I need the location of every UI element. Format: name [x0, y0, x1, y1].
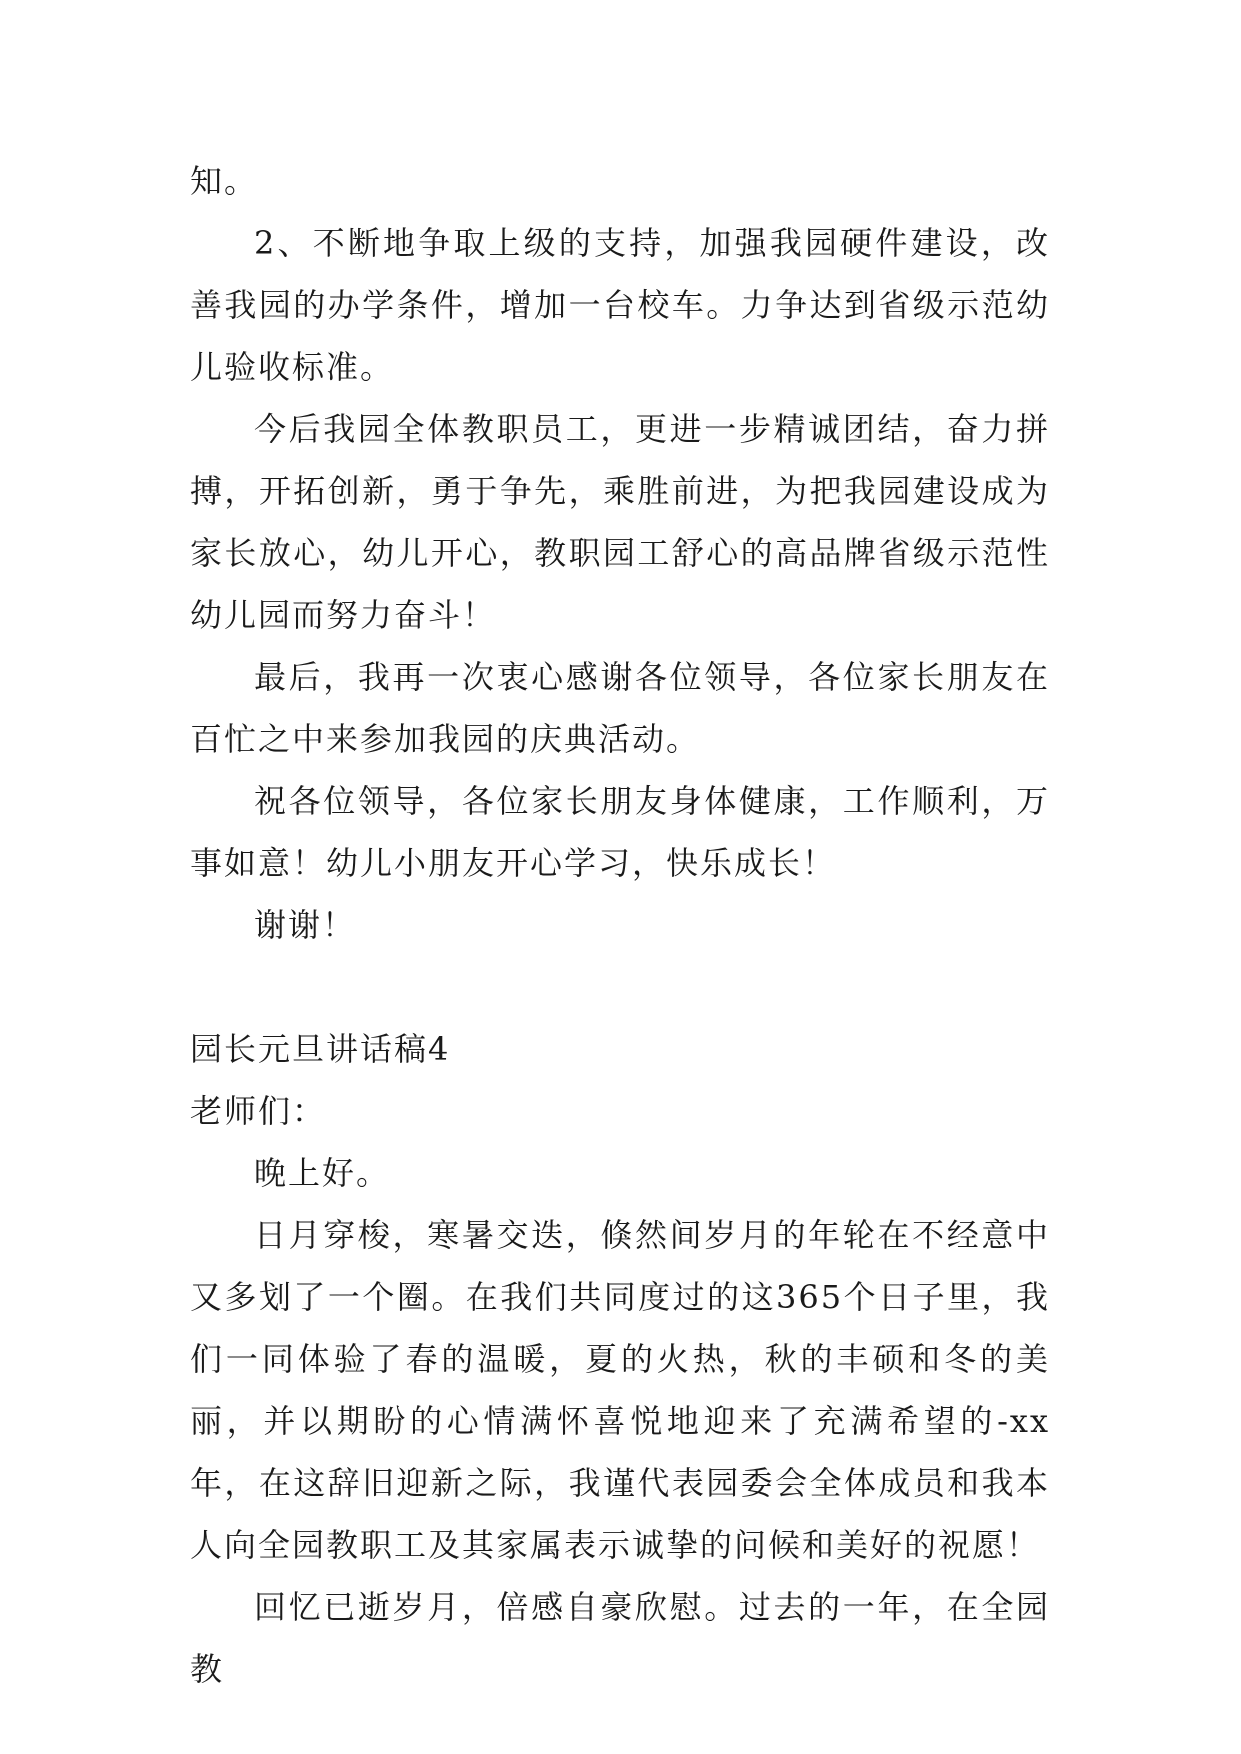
paragraph-3: 今后我园全体教职员工，更进一步精诚团结，奋力拼搏，开拓创新，勇于争先，乘胜前进，为把我园建设成为家长放心，幼儿开心，教职园工舒心的高品牌省级示范性幼儿园而努力奋斗！	[190, 410, 1050, 634]
salutation: 老师们：	[190, 1092, 327, 1130]
paragraph-4: 最后，我再一次衷心感谢各位领导，各位家长朋友在百忙之中来参加我园的庆典活动。	[190, 658, 1050, 758]
document-page	[190, 150, 1050, 1700]
paragraph-5: 祝各位领导，各位家长朋友身体健康，工作顺利，万事如意！幼儿小朋友开心学习，快乐成长！	[190, 782, 1050, 882]
paragraph-2: 2、不断地争取上级的支持，加强我园硬件建设，改善我园的办学条件，增加一台校车。力争达到省级示范幼儿验收标准。	[190, 224, 1050, 386]
paragraph-9: 回忆已逝岁月，倍感自豪欣慰。过去的一年，在全园教	[190, 1588, 1050, 1688]
paragraph-8: 日月穿梭，寒暑交迭，倏然间岁月的年轮在不经意中又多划了一个圈。在我们共同度过的这365个日子里，我们一同体验了春的温暖，夏的火热，秋的丰硕和冬的美丽，并以期盼的心情满怀喜悦地迎来了充满希望的-xx年，在这辞旧迎新之际，我谨代表园委会全体成员和我本人向全园教职工及其家属表示诚挚的问候和美好的祝愿！	[190, 1216, 1050, 1564]
paragraph-6: 谢谢！	[254, 906, 357, 944]
paragraph-1: 知。	[190, 162, 259, 200]
paragraph-7: 晚上好。	[254, 1154, 391, 1192]
section-title: 园长元旦讲话稿4	[190, 1030, 451, 1068]
